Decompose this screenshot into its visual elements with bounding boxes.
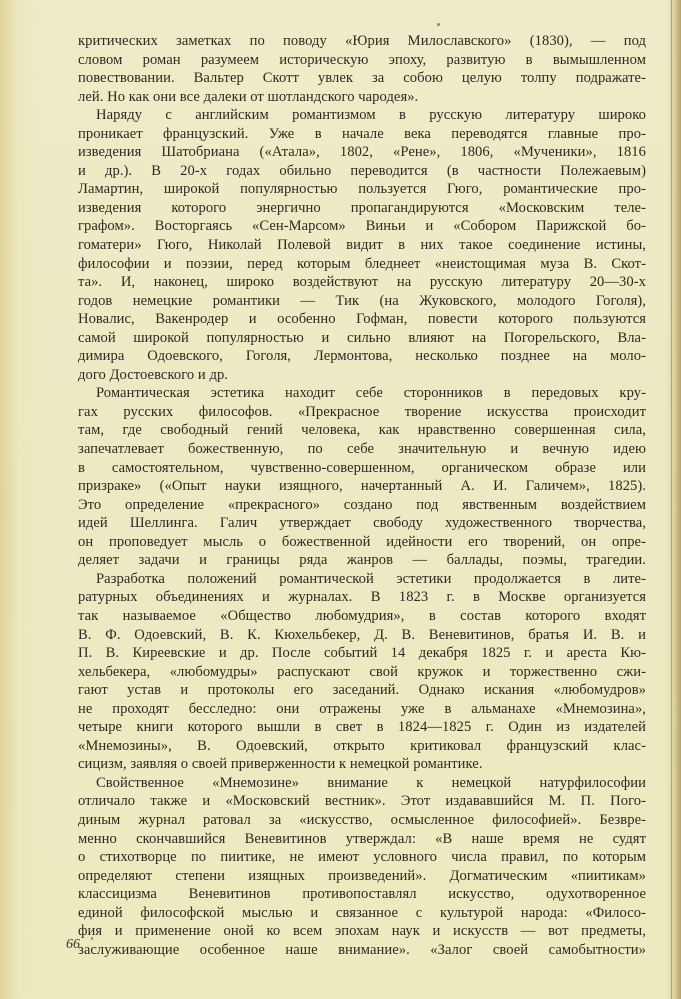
text-line: не проходят бесследно: они отражены уже в альманахе «Мнемозина», — [78, 700, 646, 717]
text-line: ратурных объединениях и журналах. В 1823 г. в Москве организуется — [78, 589, 646, 606]
page-number: 66 — [66, 937, 80, 952]
text-line: четыре книги которого вышли в свет в 1824—1825 г. Один из издателей — [78, 719, 646, 736]
text-line: П. В. Киреевские и др. После событий 14 декабря 1825 г. и ареста Кю- — [78, 645, 646, 662]
text-line: В. Ф. Одоевский, В. К. Кюхельбекер, Д. В. Веневитинов, братья И. В. и — [78, 626, 646, 643]
text-line: единой философской мыслью и связанное с культурой народа: «Филосо- — [78, 904, 646, 921]
text-line: годов немецкие романтики — Тик (на Жуковского, молодого Гоголя), — [78, 292, 646, 309]
paragraph-start-line: Наряду с английским романтизмом в русскую литературу широко — [96, 107, 646, 124]
text-line: призраке» («Опыт науки изящного, начертанный А. И. Галичем», 1825). — [78, 478, 646, 495]
text-line: определяют степени изящных произведений». Догматическим «пиитикам» — [78, 867, 646, 884]
text-line: «Мнемозины», В. Одоевский, открыто критиковал французский клас- — [78, 737, 646, 754]
text-line: повествовании. Вальтер Скотт увлек за собою целую толпу подражате- — [78, 70, 646, 87]
text-line-hoffmann-underlined: Новалис, Вакенродер и особенно Гофман, повести которого пользуются — [78, 311, 646, 328]
text-line: критических заметках по поводу «Юрия Милославского» (1830), — под — [78, 33, 646, 49]
text-line: идей Шеллинга. Галич утверждает свободу художественного творчества, — [78, 515, 646, 532]
text-line: проникает французский. Уже в начале века переводятся главные про- — [78, 125, 646, 142]
page-edge-shadow — [671, 0, 672, 999]
paragraph-end-line: лей. Но как они все далеки от шотландского чародея». — [78, 88, 419, 105]
text-line: самой широкой популярностью и сильно влияют на Погорельского, Вла- — [78, 329, 646, 346]
text-line: заслуживающие особенное наше внимание». «Залог своей самобытности» — [78, 941, 646, 958]
text-line: классицизма Веневитинов противопоставлял искусство, одухотворенное — [78, 886, 646, 903]
text-line: димира Одоевского, Гоголя, Лермонтова, несколько позднее на моло- — [78, 348, 646, 365]
text-line: словом роман разумеем историческую эпоху, развитую в вымышленном — [78, 51, 646, 68]
text-line: та». И, наконец, широко воздействуют на русскую литературу 20—30-х — [78, 274, 646, 291]
text-line: гают устав и протоколы его заседаний. Однако искания «любомудров» — [78, 682, 646, 699]
body-text — [78, 32, 646, 959]
text-line: и др.). В 20-х годах обильно переводится (в частности Полежаевым) — [78, 162, 646, 179]
text-line: так называемое «Общество любомудрия», в состав которого входят — [78, 607, 646, 624]
text-line: диным журнал ратовал за «искусство, осмысленное философией». Безвре- — [78, 811, 646, 828]
text-line: отличало также и «Московский вестник». Этот издававшийся М. П. Пого- — [78, 793, 646, 810]
text-line: гах русских философов. «Прекрасное творение искусства происходит — [78, 403, 646, 420]
paragraph-start-line: Свойственное «Мнемозине» внимание к немецкой натурфилософии — [96, 774, 646, 791]
text-line: фия и применение оной ко всем эпохам наук и искусств — вот предметы, — [78, 923, 646, 940]
text-line: философии и поэзии, перед которым бледнеет «неистощимая муза В. Скот- — [78, 255, 646, 272]
text-line: он проповедует мысль о божественной идейности его творений, он опре- — [78, 533, 646, 550]
paragraph-start-line: Разработка положений романтической эстетики продолжается в лите- — [96, 570, 646, 587]
text-line: менно скончавшийся Веневитинов утверждал: «В наше время не судят — [78, 830, 646, 847]
text-line: в самостоятельном, чувственно-совершенном, органическом образе или — [78, 459, 646, 476]
text-line: запечатлевает божественную, по себе значительную и вечную идею — [78, 441, 646, 458]
text-line: Ламартин, широкой популярностью пользуется Гюго, романтические про- — [78, 181, 646, 198]
text-line: о стихотворце по пиитике, не имеют условного числа правил, по которым — [78, 849, 646, 866]
paragraph-end-line: деляет задачи и границы ряда жанров — баллады, поэмы, трагедии. — [78, 552, 646, 569]
text-line: гоматери» Гюго, Николай Полевой видит в них такое соединение истины, — [78, 237, 646, 254]
text-line: там, где свободный гений человека, как нравственно совершенная сила, — [78, 422, 646, 439]
text-line: изведения Шатобриана («Атала», 1802, «Рене», 1806, «Мученики», 1816 — [78, 144, 646, 161]
text-line: графом». Восторгаясь «Сен-Марсом» Виньи и «Собором Парижской бо- — [78, 218, 646, 235]
paragraph-end-line: сицизм, заявляя о своей приверженности к немецкой романтике. — [78, 756, 483, 773]
paragraph-start-line: Романтическая эстетика находит себе сторонников в передовых кру- — [96, 385, 646, 402]
ink-speck — [437, 23, 440, 26]
text-line: Это определение «прекрасного» создано под явственным воздействием — [78, 496, 646, 513]
text-line: хельбекера, «любомудры» распускают свой кружок и торжественно сжи- — [78, 663, 646, 680]
paragraph-end-line: дого Достоевского и др. — [78, 366, 228, 383]
text-line: изведения которого энергично пропагандируются «Московским теле- — [78, 199, 646, 216]
